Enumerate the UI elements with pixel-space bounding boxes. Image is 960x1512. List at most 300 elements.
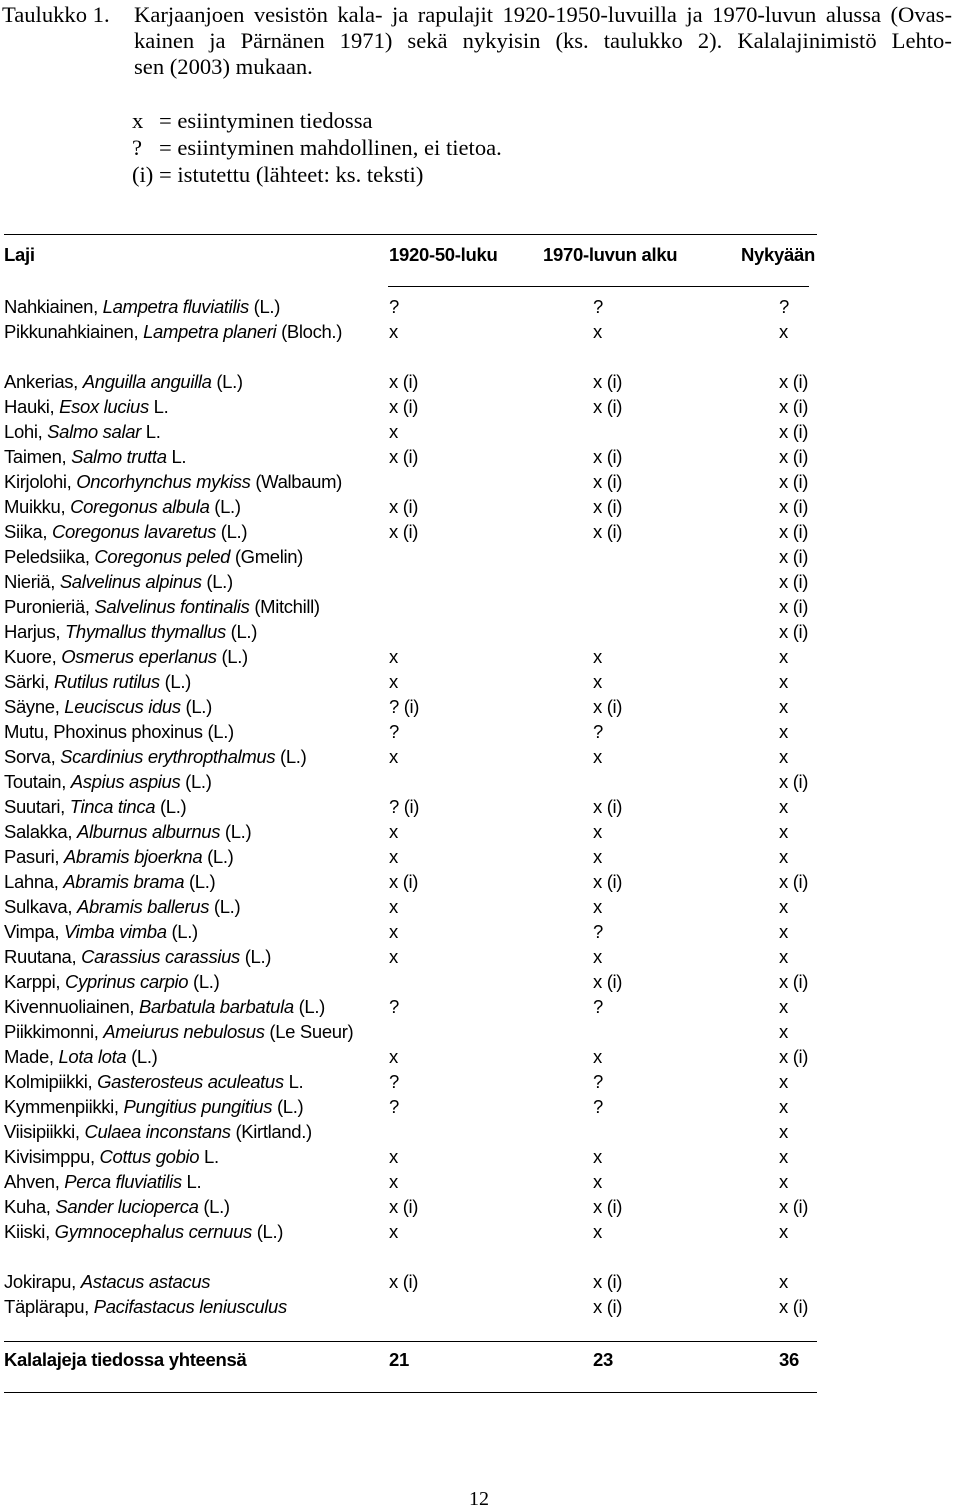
value-today: x bbox=[779, 1271, 788, 1292]
value-1970: x bbox=[593, 1221, 602, 1242]
species-author: (L.) bbox=[180, 696, 212, 717]
caption-word: taulukko bbox=[603, 28, 683, 53]
species-name bbox=[4, 1271, 210, 1293]
caption-word: (ks. bbox=[555, 28, 589, 53]
table-row bbox=[4, 821, 819, 846]
value-1920-50: x bbox=[389, 946, 398, 967]
caption-word: sekä bbox=[407, 28, 448, 53]
species-author: (L.) bbox=[211, 371, 243, 392]
value-today: x (i) bbox=[779, 496, 809, 517]
caption-word: vesistön bbox=[253, 2, 328, 27]
table-row bbox=[4, 496, 819, 521]
value-1920-50: x (i) bbox=[389, 396, 419, 417]
value-1920-50: x (i) bbox=[389, 1196, 419, 1217]
table-row bbox=[4, 1046, 819, 1071]
legend-definition: = esiintyminen tiedossa bbox=[159, 108, 373, 133]
species-latin-name: Salvelinus alpinus bbox=[59, 571, 202, 592]
species-author: (L.) bbox=[216, 646, 248, 667]
species-latin-name: Salmo trutta bbox=[71, 446, 167, 467]
caption-word: Karjaanjoen bbox=[134, 2, 245, 27]
species-author: (Walbaum) bbox=[250, 471, 342, 492]
species-name bbox=[4, 1046, 157, 1068]
table-row bbox=[4, 546, 819, 571]
value-1970: x (i) bbox=[593, 796, 623, 817]
species-name bbox=[4, 1146, 219, 1168]
value-1920-50: x (i) bbox=[389, 496, 419, 517]
table-row bbox=[4, 1021, 819, 1046]
table-row bbox=[4, 1196, 819, 1221]
species-latin-name: Abramis bjoerkna bbox=[63, 846, 203, 867]
species-author: (L.) bbox=[209, 896, 241, 917]
column-header-species: Laji bbox=[4, 244, 35, 265]
legend-definition: = istutettu (lähteet: ks. teksti) bbox=[159, 162, 424, 187]
value-1920-50: x (i) bbox=[389, 446, 419, 467]
table-row bbox=[4, 1296, 819, 1321]
table-row bbox=[4, 796, 819, 821]
species-latin-name: Salmo salar bbox=[47, 421, 141, 442]
table-row bbox=[4, 846, 819, 871]
species-latin-name: Perca fluviatilis bbox=[64, 1171, 182, 1192]
table-row bbox=[4, 446, 819, 471]
species-latin-name: Pacifastacus leniusculus bbox=[93, 1296, 287, 1317]
species-latin-name: Cottus gobio bbox=[99, 1146, 200, 1167]
species-common-name: Lohi, bbox=[4, 421, 48, 442]
value-1920-50: x bbox=[389, 921, 398, 942]
value-1920-50: x bbox=[389, 821, 398, 842]
value-today: x bbox=[779, 896, 788, 917]
caption-word: (Ovas- bbox=[890, 2, 952, 27]
table-row bbox=[4, 746, 819, 771]
table-row bbox=[4, 1146, 819, 1171]
legend-definition: = esiintyminen mahdollinen, ei tietoa. bbox=[159, 135, 502, 160]
species-name bbox=[4, 821, 251, 843]
species-name bbox=[4, 796, 186, 818]
species-name bbox=[4, 621, 257, 643]
value-1920-50: x bbox=[389, 646, 398, 667]
species-common-name: Lahna, bbox=[4, 871, 64, 892]
value-1920-50: x bbox=[389, 421, 398, 442]
value-1920-50: x bbox=[389, 1221, 398, 1242]
table-row bbox=[4, 371, 819, 396]
value-today: x (i) bbox=[779, 521, 809, 542]
species-common-name: Ahven, bbox=[4, 1171, 65, 1192]
value-1970: x bbox=[593, 746, 602, 767]
value-1920-50: ? bbox=[389, 1071, 399, 1092]
value-today: x bbox=[779, 796, 788, 817]
species-name bbox=[4, 871, 215, 893]
legend-symbol: x bbox=[132, 108, 144, 133]
species-author: (Kirtland.) bbox=[230, 1121, 312, 1142]
value-today: x bbox=[779, 1121, 788, 1142]
species-latin-name: Salvelinus fontinalis bbox=[94, 596, 250, 617]
species-common-name: Nahkiainen, bbox=[4, 296, 103, 317]
caption-line-1 bbox=[134, 2, 952, 28]
value-1970: x (i) bbox=[593, 446, 623, 467]
species-name bbox=[4, 1021, 353, 1043]
species-latin-name: Coregonus lavaretus bbox=[51, 521, 216, 542]
total-today: 36 bbox=[779, 1349, 799, 1370]
species-common-name: Ankerias, bbox=[4, 371, 83, 392]
table-row bbox=[4, 946, 819, 971]
species-name bbox=[4, 471, 342, 493]
value-1970: x (i) bbox=[593, 871, 623, 892]
value-1920-50: x bbox=[389, 1171, 398, 1192]
column-header-1920-50: 1920-50-luku bbox=[389, 244, 498, 265]
table-row bbox=[4, 1071, 819, 1096]
species-common-name: Sulkava, bbox=[4, 896, 77, 917]
value-1970: x bbox=[593, 946, 602, 967]
caption-number: Taulukko 1. bbox=[2, 2, 110, 27]
species-author: (L.) bbox=[239, 946, 272, 967]
species-author: (L.) bbox=[201, 571, 233, 592]
value-today: x (i) bbox=[779, 1196, 809, 1217]
species-author: (L.) bbox=[251, 1221, 284, 1242]
species-latin-name: Coregonus peled bbox=[94, 546, 231, 567]
species-author: (L.) bbox=[220, 821, 252, 842]
value-1970: ? bbox=[593, 1071, 603, 1092]
total-bottom-rule bbox=[4, 1392, 817, 1393]
species-latin-name: Ameiurus nebulosus bbox=[103, 1021, 265, 1042]
species-latin-name: Lota lota bbox=[58, 1046, 127, 1067]
species-latin-name: Pungitius pungitius bbox=[123, 1096, 273, 1117]
species-common-name: Kolmipiikki, bbox=[4, 1071, 98, 1092]
species-author: L. bbox=[141, 421, 161, 442]
value-1970: x (i) bbox=[593, 971, 623, 992]
value-today: x (i) bbox=[779, 371, 809, 392]
species-name bbox=[4, 671, 191, 693]
value-1970: x bbox=[593, 1171, 602, 1192]
species-name bbox=[4, 1221, 283, 1243]
species-name bbox=[4, 571, 233, 593]
value-today: x bbox=[779, 1146, 788, 1167]
species-author: (L.) bbox=[293, 996, 325, 1017]
value-today: x (i) bbox=[779, 546, 809, 567]
table-row bbox=[4, 921, 819, 946]
caption-word: kainen bbox=[134, 28, 195, 53]
species-latin-name: Gymnocephalus cernuus bbox=[54, 1221, 252, 1242]
caption-word: 1971) bbox=[339, 28, 393, 53]
caption-word: Pärnänen bbox=[240, 28, 325, 53]
species-name bbox=[4, 596, 320, 618]
caption-word: ja bbox=[391, 2, 409, 27]
value-1920-50: ? bbox=[389, 296, 399, 317]
species-common-name: Kymmenpiikki, bbox=[4, 1096, 124, 1117]
species-latin-name: Alburnus alburnus bbox=[76, 821, 221, 842]
species-latin-name: Vimba vimba bbox=[63, 921, 167, 942]
value-1970: x (i) bbox=[593, 471, 623, 492]
species-latin-name: Lampetra planeri bbox=[143, 321, 277, 342]
table-row bbox=[4, 321, 819, 346]
value-1970: x bbox=[593, 846, 602, 867]
value-today: x bbox=[779, 1096, 788, 1117]
value-1920-50: x bbox=[389, 896, 398, 917]
species-author: (L.) bbox=[126, 1046, 158, 1067]
species-latin-name: Anguilla anguilla bbox=[82, 371, 212, 392]
value-1920-50: x bbox=[389, 746, 398, 767]
table-row bbox=[4, 646, 819, 671]
species-name bbox=[4, 1171, 201, 1193]
species-name bbox=[4, 371, 243, 393]
value-1920-50: x (i) bbox=[389, 521, 419, 542]
value-today: x bbox=[779, 1221, 788, 1242]
species-author: (L.) bbox=[180, 771, 212, 792]
species-common-name: Kuha, bbox=[4, 1196, 56, 1217]
species-common-name: Made, bbox=[4, 1046, 59, 1067]
species-common-name: Nieriä, bbox=[4, 571, 60, 592]
value-1970: x bbox=[593, 646, 602, 667]
value-1970: x (i) bbox=[593, 1196, 623, 1217]
value-today: x bbox=[779, 721, 788, 742]
species-latin-name: Thymallus thymallus bbox=[64, 621, 226, 642]
value-1920-50: ? (i) bbox=[389, 796, 420, 817]
value-today: x (i) bbox=[779, 396, 809, 417]
caption-word: ja bbox=[209, 28, 226, 53]
species-latin-name: Osmerus eperlanus bbox=[61, 646, 217, 667]
value-today: x bbox=[779, 1021, 788, 1042]
value-1970: x bbox=[593, 671, 602, 692]
table-row bbox=[4, 471, 819, 496]
caption-word: rapulajit bbox=[417, 2, 494, 27]
species-common-name: Mutu, Phoxinus phoxinus (L.) bbox=[4, 721, 234, 742]
table-row bbox=[4, 721, 819, 746]
species-author: L. bbox=[148, 396, 169, 417]
species-common-name: Kivisimppu, bbox=[4, 1146, 100, 1167]
value-1970: ? bbox=[593, 921, 603, 942]
column-header-today: Nykyään bbox=[741, 244, 816, 265]
caption-line-2 bbox=[134, 28, 952, 54]
table-row bbox=[4, 571, 819, 596]
value-1970: x bbox=[593, 896, 602, 917]
species-latin-name: Coregonus albula bbox=[70, 496, 210, 517]
table-row bbox=[4, 296, 819, 321]
table-row bbox=[4, 1171, 819, 1196]
species-common-name: Muikku, bbox=[4, 496, 71, 517]
species-name bbox=[4, 846, 233, 868]
table-row bbox=[4, 521, 819, 546]
species-common-name: Siika, bbox=[4, 521, 52, 542]
species-common-name: Ruutana, bbox=[4, 946, 82, 967]
species-name bbox=[4, 746, 306, 768]
value-1920-50: ? bbox=[389, 1096, 399, 1117]
species-author: (L.) bbox=[202, 846, 234, 867]
value-1920-50: ? bbox=[389, 721, 399, 742]
species-name bbox=[4, 321, 342, 343]
species-name bbox=[4, 1071, 303, 1093]
value-1920-50: x bbox=[389, 1046, 398, 1067]
table-row bbox=[4, 1271, 819, 1296]
species-latin-name: Carassius carassius bbox=[81, 946, 240, 967]
value-today: x bbox=[779, 921, 788, 942]
species-author: (L.) bbox=[188, 971, 220, 992]
value-1970: x (i) bbox=[593, 521, 623, 542]
value-1970: ? bbox=[593, 996, 603, 1017]
species-common-name: Pikkunahkiainen, bbox=[4, 321, 144, 342]
value-1970: ? bbox=[593, 296, 603, 317]
value-today: ? bbox=[779, 296, 789, 317]
species-common-name: Toutain, bbox=[4, 771, 71, 792]
table-row bbox=[4, 621, 819, 646]
species-author: (L.) bbox=[275, 746, 307, 767]
value-today: x (i) bbox=[779, 446, 809, 467]
column-header-1970: 1970-luvun alku bbox=[543, 244, 678, 265]
species-common-name: Suutari, bbox=[4, 796, 70, 817]
species-common-name: Kuore, bbox=[4, 646, 62, 667]
species-name bbox=[4, 996, 325, 1018]
table-top-rule bbox=[4, 234, 817, 235]
table-row bbox=[4, 896, 819, 921]
species-latin-name: Astacus astacus bbox=[80, 1271, 211, 1292]
value-today: x bbox=[779, 646, 788, 667]
value-today: x bbox=[779, 746, 788, 767]
species-common-name: Säyne, bbox=[4, 696, 65, 717]
value-1970: x bbox=[593, 321, 602, 342]
species-latin-name: Oncorhynchus mykiss bbox=[76, 471, 251, 492]
species-latin-name: Gasterosteus aculeatus bbox=[97, 1071, 284, 1092]
value-today: x bbox=[779, 1071, 788, 1092]
species-name bbox=[4, 546, 303, 568]
species-common-name: Kiiski, bbox=[4, 1221, 55, 1242]
species-latin-name: Barbatula barbatula bbox=[138, 996, 294, 1017]
species-common-name: Salakka, bbox=[4, 821, 77, 842]
species-common-name: Pasuri, bbox=[4, 846, 64, 867]
species-name bbox=[4, 1121, 312, 1143]
species-name bbox=[4, 396, 168, 418]
species-common-name: Kivennuoliainen, bbox=[4, 996, 139, 1017]
species-common-name: Harjus, bbox=[4, 621, 65, 642]
legend-symbol: ? bbox=[132, 135, 143, 160]
species-author: L. bbox=[199, 1146, 219, 1167]
species-name bbox=[4, 721, 234, 743]
species-name bbox=[4, 921, 198, 943]
species-common-name: Jokirapu, bbox=[4, 1271, 81, 1292]
value-1920-50: x (i) bbox=[389, 1271, 419, 1292]
value-1920-50: x bbox=[389, 846, 398, 867]
species-name bbox=[4, 296, 280, 318]
species-author: (L.) bbox=[166, 921, 198, 942]
species-author: (L.) bbox=[225, 621, 258, 642]
species-author: (L.) bbox=[209, 496, 241, 517]
caption-word: 2). bbox=[697, 28, 723, 53]
species-author: (L.) bbox=[272, 1096, 304, 1117]
species-name bbox=[4, 971, 219, 993]
species-name bbox=[4, 521, 247, 543]
value-1920-50: x (i) bbox=[389, 871, 419, 892]
species-author: (L.) bbox=[248, 296, 281, 317]
value-today: x bbox=[779, 996, 788, 1017]
species-name bbox=[4, 421, 161, 443]
caption-word: 1920-1950-luvuilla bbox=[502, 2, 677, 27]
species-common-name: Täplärapu, bbox=[4, 1296, 94, 1317]
caption-word: Kalalajinimistö bbox=[737, 28, 877, 53]
table-row bbox=[4, 1221, 819, 1246]
value-1970: x (i) bbox=[593, 1296, 623, 1317]
species-common-name: Viisipiikki, bbox=[4, 1121, 85, 1142]
species-latin-name: Culaea inconstans bbox=[84, 1121, 231, 1142]
species-author: (L.) bbox=[198, 1196, 230, 1217]
header-bottom-rule bbox=[388, 286, 809, 287]
species-name bbox=[4, 1096, 303, 1118]
species-common-name: Taimen, bbox=[4, 446, 72, 467]
species-name bbox=[4, 1296, 287, 1318]
species-latin-name: Rutilus rutilus bbox=[53, 671, 160, 692]
species-author: (Bloch.) bbox=[276, 321, 343, 342]
table-row bbox=[4, 671, 819, 696]
value-1970: x (i) bbox=[593, 696, 623, 717]
species-name bbox=[4, 496, 241, 518]
species-latin-name: Abramis brama bbox=[63, 871, 185, 892]
table-row bbox=[4, 396, 819, 421]
species-author: L. bbox=[181, 1171, 202, 1192]
species-common-name: Sorva, bbox=[4, 746, 61, 767]
value-today: x (i) bbox=[779, 621, 809, 642]
table-row bbox=[4, 771, 819, 796]
species-latin-name: Tinca tinca bbox=[69, 796, 156, 817]
table-row bbox=[4, 596, 819, 621]
value-today: x bbox=[779, 821, 788, 842]
species-name bbox=[4, 1196, 230, 1218]
species-name bbox=[4, 646, 248, 668]
value-1970: ? bbox=[593, 721, 603, 742]
species-common-name: Karppi, bbox=[4, 971, 65, 992]
value-1920-50: x bbox=[389, 1146, 398, 1167]
species-author: (L.) bbox=[184, 871, 216, 892]
value-today: x (i) bbox=[779, 971, 809, 992]
caption-word: alussa bbox=[825, 2, 882, 27]
value-1970: x bbox=[593, 821, 602, 842]
value-1970: x (i) bbox=[593, 1271, 623, 1292]
table-row bbox=[4, 1121, 819, 1146]
value-1920-50: ? bbox=[389, 996, 399, 1017]
table-row bbox=[4, 996, 819, 1021]
species-common-name: Puronieriä, bbox=[4, 596, 95, 617]
value-today: x (i) bbox=[779, 421, 809, 442]
value-today: x (i) bbox=[779, 471, 809, 492]
value-today: x bbox=[779, 1171, 788, 1192]
species-author: (Mitchill) bbox=[249, 596, 320, 617]
table-row bbox=[4, 971, 819, 996]
total-label: Kalalajeja tiedossa yhteensä bbox=[4, 1349, 247, 1370]
value-1970: x (i) bbox=[593, 371, 623, 392]
species-latin-name: Esox lucius bbox=[59, 396, 149, 417]
caption-line-3: sen (2003) mukaan. bbox=[134, 54, 313, 79]
species-author: (Le Sueur) bbox=[264, 1021, 354, 1042]
value-1970: x (i) bbox=[593, 496, 623, 517]
caption-word: nykyisin bbox=[462, 28, 541, 53]
species-common-name: Peledsiika, bbox=[4, 546, 95, 567]
species-name bbox=[4, 896, 240, 918]
value-today: x (i) bbox=[779, 571, 809, 592]
table-row bbox=[4, 696, 819, 721]
species-latin-name: Abramis ballerus bbox=[76, 896, 210, 917]
species-common-name: Piikkimonni, bbox=[4, 1021, 104, 1042]
species-latin-name: Cyprinus carpio bbox=[64, 971, 189, 992]
page-number: 12 bbox=[469, 1488, 489, 1510]
caption-word: Lehto- bbox=[891, 28, 952, 53]
species-author: L. bbox=[283, 1071, 304, 1092]
species-latin-name: Sander lucioperca bbox=[55, 1196, 199, 1217]
species-latin-name: Lampetra fluviatilis bbox=[102, 296, 249, 317]
species-latin-name: Aspius aspius bbox=[70, 771, 181, 792]
table-row bbox=[4, 871, 819, 896]
total-1970: 23 bbox=[593, 1349, 613, 1370]
value-today: x bbox=[779, 671, 788, 692]
species-latin-name: Scardinius erythropthalmus bbox=[60, 746, 276, 767]
total-1920-50: 21 bbox=[389, 1349, 409, 1370]
value-1970: x bbox=[593, 1046, 602, 1067]
caption-word: kala- bbox=[337, 2, 383, 27]
value-today: x (i) bbox=[779, 1046, 809, 1067]
species-name bbox=[4, 696, 212, 718]
